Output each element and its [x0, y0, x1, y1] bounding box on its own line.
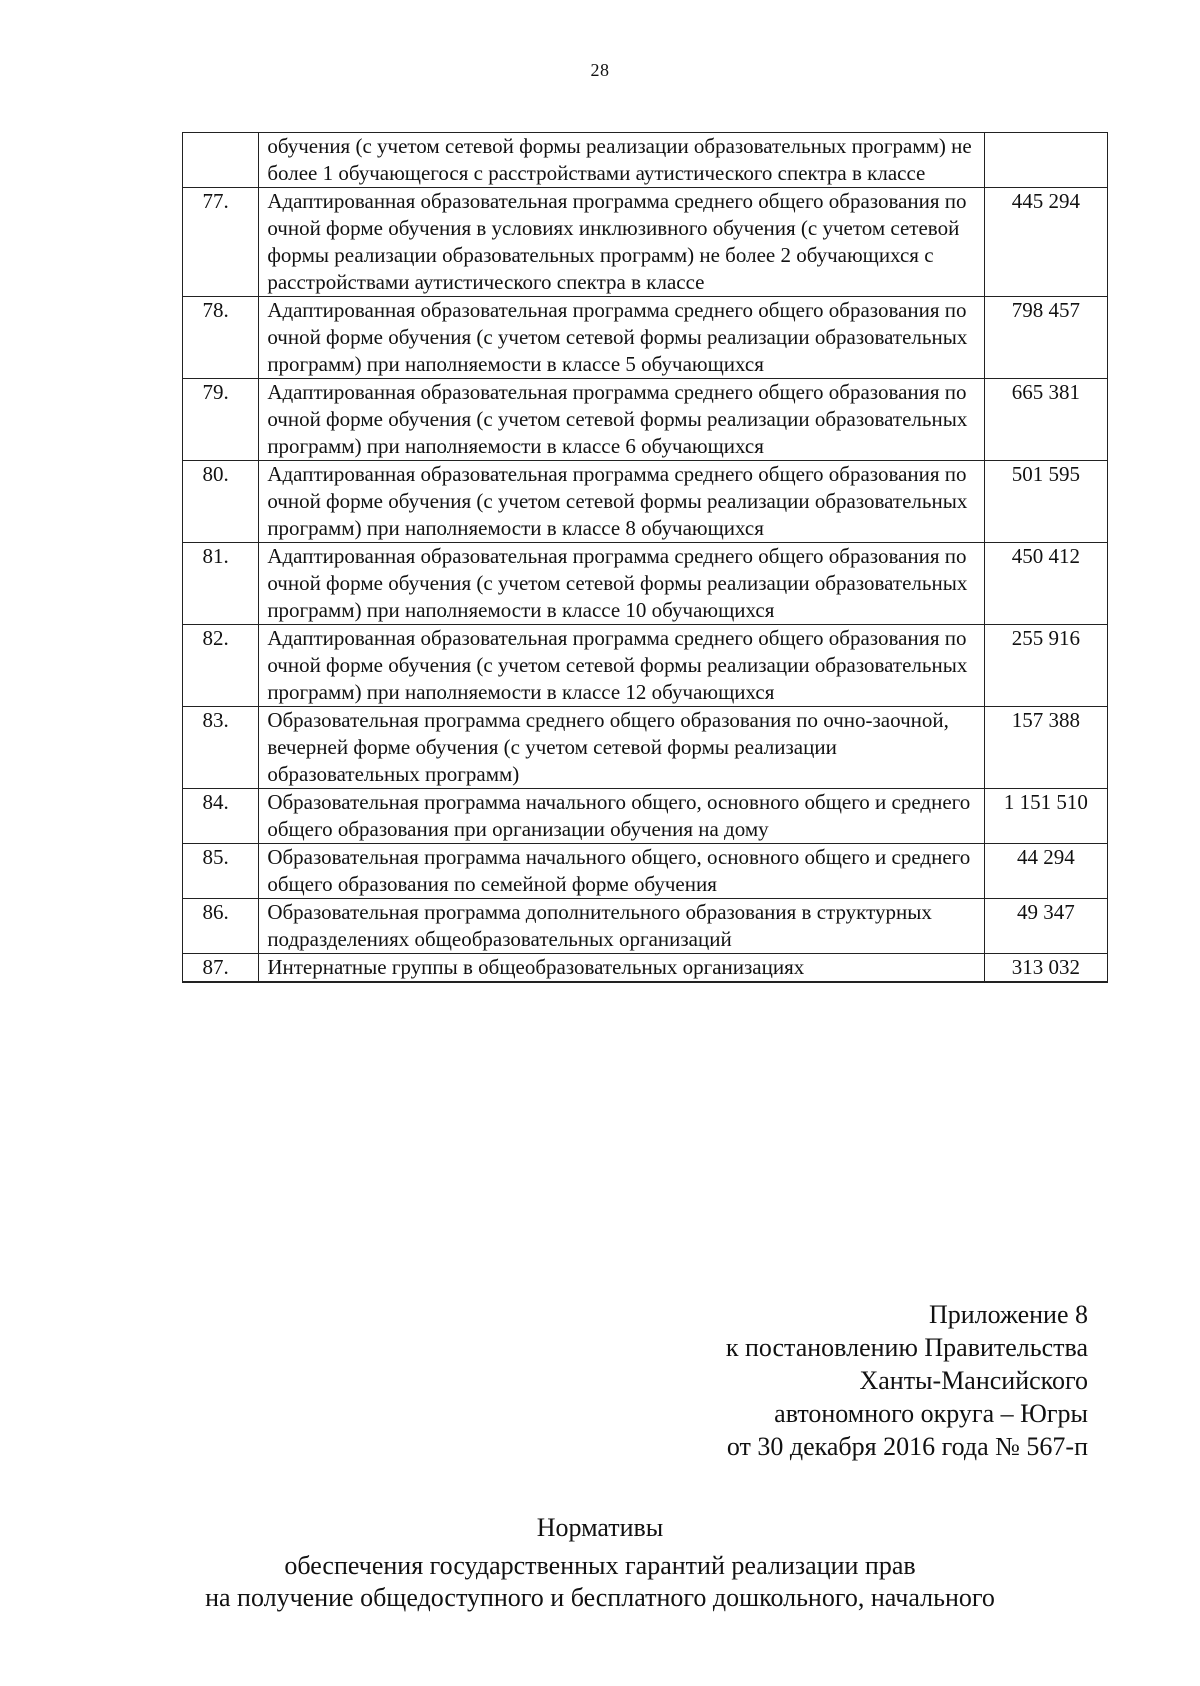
row-number-cell: 82.	[183, 625, 259, 707]
row-value-cell: 501 595	[984, 461, 1107, 543]
row-number-cell: 79.	[183, 379, 259, 461]
row-value-cell: 798 457	[984, 297, 1107, 379]
row-description-cell: Образовательная программа дополнительного образования в структурных подразделениях общеобразовательных организаций	[259, 899, 985, 954]
row-description-cell: Адаптированная образовательная программа среднего общего образования по очной форме обучения (с учетом сетевой формы реализации образовательных программ) при наполняемости в классе 6 обучающихся	[259, 379, 985, 461]
row-value-cell: 313 032	[984, 954, 1107, 983]
row-description-cell: обучения (с учетом сетевой формы реализации образовательных программ) не более 1 обучающегося с расстройствами аутистического спектра в классе	[259, 133, 985, 188]
row-value-cell: 445 294	[984, 188, 1107, 297]
appendix-number: Приложение 8	[928, 1300, 1088, 1329]
row-number-cell: 78.	[183, 297, 259, 379]
table-row	[183, 844, 1108, 899]
appendix-resolution: к постановлению Правительства	[725, 1333, 1088, 1362]
row-number-cell: 85.	[183, 844, 259, 899]
norms-table-body	[183, 133, 1108, 983]
row-number-cell: 87.	[183, 954, 259, 983]
row-description-cell: Адаптированная образовательная программа среднего общего образования по очной форме обучения (с учетом сетевой формы реализации образовательных программ) при наполняемости в классе 12 обучающихся	[259, 625, 985, 707]
row-description-cell: Адаптированная образовательная программа среднего общего образования по очной форме обучения (с учетом сетевой формы реализации образовательных программ) при наполняемости в классе 10 обучающихся	[259, 543, 985, 625]
row-description-cell: Адаптированная образовательная программа среднего общего образования по очной форме обучения (с учетом сетевой формы реализации образовательных программ) при наполняемости в классе 8 обучающихся	[259, 461, 985, 543]
table-row	[183, 461, 1108, 543]
row-value-cell: 157 388	[984, 707, 1107, 789]
row-description-cell: Адаптированная образовательная программа среднего общего образования по очной форме обучения (с учетом сетевой формы реализации образовательных программ) при наполняемости в классе 5 обучающихся	[259, 297, 985, 379]
row-number-cell: 77.	[183, 188, 259, 297]
page-number: 28	[590, 60, 610, 80]
row-value-cell: 49 347	[984, 899, 1107, 954]
norms-table-container	[182, 132, 1108, 983]
row-value-cell: 44 294	[984, 844, 1107, 899]
heading-line-2: обеспечения государственных гарантий реализации прав	[284, 1551, 916, 1580]
table-row	[183, 789, 1108, 844]
row-number-cell: 80.	[183, 461, 259, 543]
row-value-cell: 255 916	[984, 625, 1107, 707]
table-row	[183, 133, 1108, 188]
row-description-cell: Образовательная программа начального общего, основного общего и среднего общего образования по семейной форме обучения	[259, 844, 985, 899]
row-number-cell	[183, 133, 259, 188]
row-number-cell: 86.	[183, 899, 259, 954]
document-heading	[0, 1512, 1200, 1614]
row-description-cell: Адаптированная образовательная программа среднего общего образования по очной форме обучения в условиях инклюзивного обучения (с учетом сетевой формы реализации образовательных программ) не более 2 обучающихся с расстройствами аутистического спектра в классе	[259, 188, 985, 297]
row-number-cell: 84.	[183, 789, 259, 844]
table-row	[183, 625, 1108, 707]
row-value-cell	[984, 133, 1107, 188]
heading-line-3: на получение общедоступного и бесплатного дошкольного, начального	[205, 1583, 995, 1612]
row-description-cell: Образовательная программа начального общего, основного общего и среднего общего образования при организации обучения на дому	[259, 789, 985, 844]
row-value-cell: 665 381	[984, 379, 1107, 461]
table-row	[183, 954, 1108, 983]
table-row	[183, 899, 1108, 954]
norms-table	[182, 132, 1108, 983]
table-row	[183, 543, 1108, 625]
row-value-cell: 1 151 510	[984, 789, 1107, 844]
table-row	[183, 379, 1108, 461]
appendix-date: от 30 декабря 2016 года № 567-п	[726, 1432, 1088, 1461]
table-row	[183, 188, 1108, 297]
row-number-cell: 83.	[183, 707, 259, 789]
heading-title: Нормативы	[536, 1513, 664, 1542]
row-description-cell: Образовательная программа среднего общего образования по очно-заочной, вечерней форме обучения (с учетом сетевой формы реализации образовательных программ)	[259, 707, 985, 789]
appendix-region-line1: Ханты-Мансийского	[859, 1366, 1088, 1395]
row-description-cell: Интернатные группы в общеобразовательных организациях	[259, 954, 985, 983]
row-value-cell: 450 412	[984, 543, 1107, 625]
table-row	[183, 707, 1108, 789]
appendix-block	[726, 1298, 1088, 1463]
row-number-cell: 81.	[183, 543, 259, 625]
appendix-region-line2: автономного округа – Югры	[774, 1399, 1088, 1428]
table-row	[183, 297, 1108, 379]
